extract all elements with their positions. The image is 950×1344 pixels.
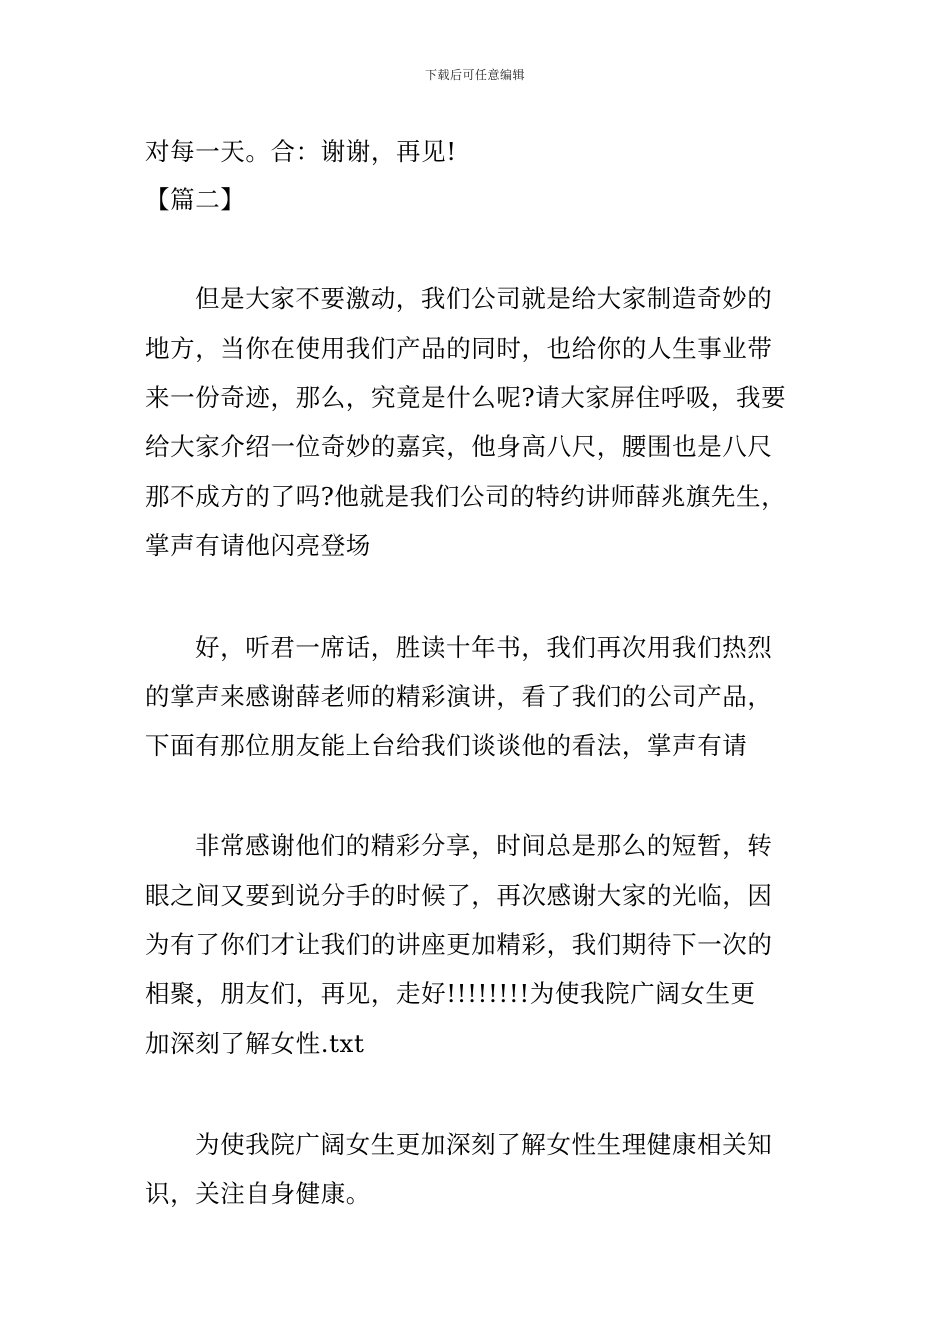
text-line: 加深刻了解女性.txt xyxy=(145,1029,365,1058)
section-heading: 【篇二】 xyxy=(145,185,246,214)
text-line: 下面有那位朋友能上台给我们谈谈他的看法，掌声有请 xyxy=(145,731,748,760)
text-line: 的掌声来感谢薛老师的精彩演讲，看了我们的公司产品， xyxy=(145,682,773,711)
text-line: 那不成方的了吗?他就是我们公司的特约讲师薛兆旗先生， xyxy=(145,482,787,511)
text-line: 好，听君一席话，胜读十年书，我们再次用我们热烈 xyxy=(195,633,773,662)
text-line: 给大家介绍一位奇妙的嘉宾，他身高八尺，腰围也是八尺 xyxy=(145,432,773,461)
text-line: 来一份奇迹，那么，究竟是什么呢?请大家屏住呼吸，我要 xyxy=(145,383,787,412)
text-line: 识，关注自身健康。 xyxy=(145,1179,371,1208)
page-header: 下载后可任意编辑 xyxy=(424,68,525,82)
text-line: 相聚，朋友们，再见，走好!!!!!!!!为使我院广阔女生更 xyxy=(145,979,756,1008)
text-line: 掌声有请他闪亮登场 xyxy=(145,531,371,560)
text-line: 但是大家不要激动，我们公司就是给大家制造奇妙的 xyxy=(195,284,773,313)
text-line: 对每一天。合：谢谢，再见! xyxy=(145,137,457,166)
text-line: 非常感谢他们的精彩分享，时间总是那么的短暂，转 xyxy=(195,831,773,860)
text-line: 眼之间又要到说分手的时候了，再次感谢大家的光临，因 xyxy=(145,881,773,910)
text-line: 为使我院广阔女生更加深刻了解女性生理健康相关知 xyxy=(195,1130,773,1159)
text-line: 地方，当你在使用我们产品的同时，也给你的人生事业带 xyxy=(145,334,773,363)
text-line: 为有了你们才让我们的讲座更加精彩，我们期待下一次的 xyxy=(145,930,773,959)
